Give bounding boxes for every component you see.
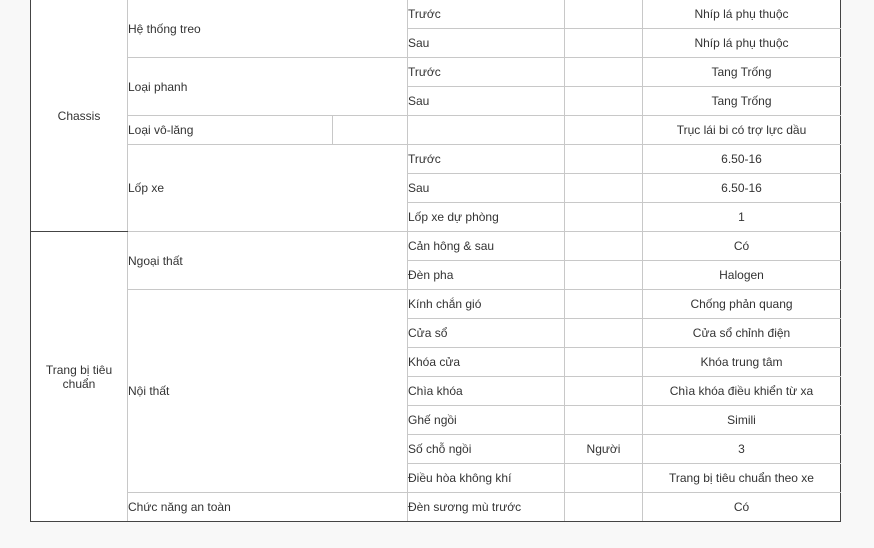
subgroup-safety: Chức năng an toàn [128, 493, 408, 522]
unit-cell [565, 493, 643, 522]
item-label: Kính chắn gió [408, 290, 565, 319]
value-cell: Có [643, 493, 841, 522]
unit-cell [565, 377, 643, 406]
item-label: Trước [408, 145, 565, 174]
value-cell: 1 [643, 203, 841, 232]
item-label: Cửa sổ [408, 319, 565, 348]
table-row [31, 0, 841, 29]
unit-cell [565, 58, 643, 87]
table-row [31, 290, 841, 319]
unit-cell [565, 203, 643, 232]
table-row [31, 493, 841, 522]
unit-cell [565, 261, 643, 290]
unit-cell [565, 232, 643, 261]
item-label: Chìa khóa [408, 377, 565, 406]
unit-cell [565, 319, 643, 348]
unit-cell [565, 406, 643, 435]
value-cell: Chìa khóa điều khiển từ xa [643, 377, 841, 406]
specifications-table [30, 0, 841, 522]
value-cell: 6.50-16 [643, 145, 841, 174]
unit-cell [565, 87, 643, 116]
unit-cell [565, 145, 643, 174]
value-cell: Khóa trung tâm [643, 348, 841, 377]
unit-cell [565, 174, 643, 203]
value-cell: Halogen [643, 261, 841, 290]
subgroup-brakes: Loại phanh [128, 58, 408, 116]
value-cell: Nhíp lá phụ thuộc [643, 0, 841, 29]
item-label: Trước [408, 0, 565, 29]
section-label-chassis: Chassis [31, 0, 128, 232]
value-cell: Tang Trống [643, 58, 841, 87]
item-label: Đèn sương mù trước [408, 493, 565, 522]
unit-cell: Người [565, 435, 643, 464]
value-cell: Chống phản quang [643, 290, 841, 319]
subgroup-suspension: Hệ thống treo [128, 0, 408, 58]
item-label: Điều hòa không khí [408, 464, 565, 493]
item-label: Đèn pha [408, 261, 565, 290]
value-cell: Tang Trống [643, 87, 841, 116]
value-cell: Simili [643, 406, 841, 435]
value-cell: 3 [643, 435, 841, 464]
item-label: Cản hông & sau [408, 232, 565, 261]
unit-cell [565, 464, 643, 493]
value-cell: Cửa sổ chỉnh điện [643, 319, 841, 348]
unit-cell [565, 0, 643, 29]
subgroup-tires: Lốp xe [128, 145, 408, 232]
table-row [31, 116, 841, 145]
value-cell: 6.50-16 [643, 174, 841, 203]
item-label: Trước [408, 58, 565, 87]
subgroup-interior: Nội thất [128, 290, 408, 493]
value-cell: Trang bị tiêu chuẩn theo xe [643, 464, 841, 493]
item-label: Lốp xe dự phòng [408, 203, 565, 232]
table-row [31, 58, 841, 87]
table-row [31, 145, 841, 174]
item-label: Sau [408, 174, 565, 203]
unit-cell [565, 29, 643, 58]
value-cell: Trục lái bi có trợ lực dầu [643, 116, 841, 145]
item-label: Sau [408, 29, 565, 58]
item-label: Sau [408, 87, 565, 116]
unit-cell [565, 116, 643, 145]
item-label: Khóa cửa [408, 348, 565, 377]
item-label [408, 116, 565, 145]
steering-extra-cell [333, 116, 408, 145]
item-label: Số chỗ ngồi [408, 435, 565, 464]
table-row [31, 232, 841, 261]
subgroup-steering: Loại vô-lăng [128, 116, 333, 145]
value-cell: Có [643, 232, 841, 261]
unit-cell [565, 348, 643, 377]
item-label: Ghế ngồi [408, 406, 565, 435]
subgroup-exterior: Ngoại thất [128, 232, 408, 290]
value-cell: Nhíp lá phụ thuộc [643, 29, 841, 58]
unit-cell [565, 290, 643, 319]
section-label-standard-equipment: Trang bị tiêu chuẩn [31, 232, 128, 522]
